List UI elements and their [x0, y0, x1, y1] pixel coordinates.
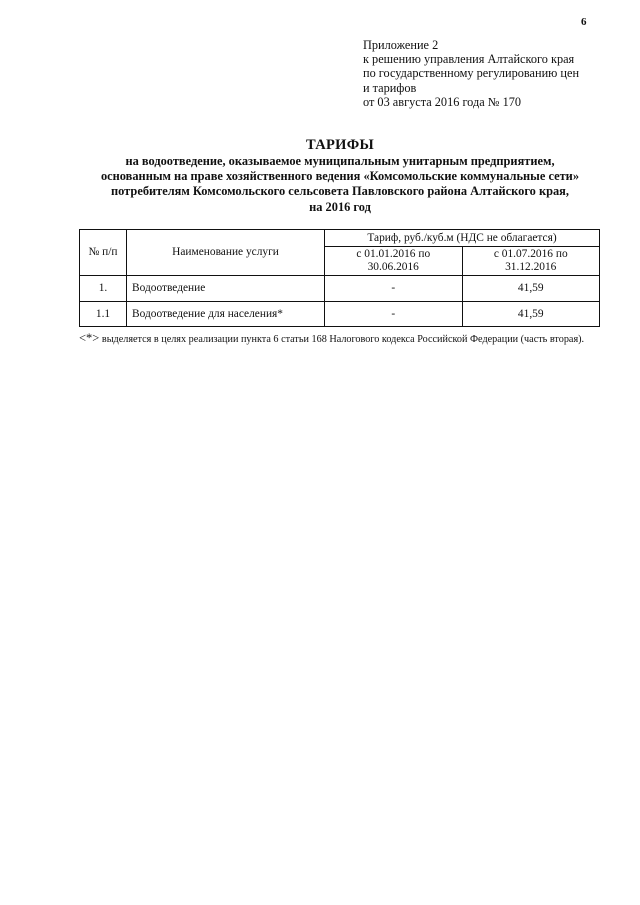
title-heading: ТАРИФЫ [305, 137, 375, 153]
table-row [80, 276, 600, 302]
header-service: Наименование услуги [127, 230, 325, 276]
title-line: потребителям Комсомольского сельсовета Павловского района Алтайского края, [111, 184, 569, 199]
appendix-line: по государственному регулированию цен [363, 66, 580, 81]
row-tariff-period-1: - [325, 302, 463, 327]
footnote [79, 331, 599, 347]
row-tariff-period-1: - [325, 276, 463, 302]
footnote-mark: <*> [79, 331, 100, 345]
title-line: на водоотведение, оказываемое муниципальным унитарным предприятием, [125, 154, 555, 168]
header-period-2: с 01.07.2016 по 31.12.2016 [462, 247, 600, 276]
tariff-table [79, 229, 600, 327]
appendix-line: Приложение 2 [363, 38, 439, 52]
header-period-1: с 01.01.2016 по 30.06.2016 [325, 247, 463, 276]
row-tariff-period-2: 41,59 [462, 302, 600, 327]
table-header-row [80, 230, 600, 247]
row-number: 1.1 [80, 302, 127, 327]
row-tariff-period-2: 41,59 [462, 276, 600, 302]
header-number: № п/п [80, 230, 127, 276]
appendix-line: к решению управления Алтайского края [363, 52, 575, 67]
appendix-reference [363, 38, 613, 109]
footnote-text: выделяется в целях реализации пункта 6 статьи 168 Налогового кодекса Российской Федерации (часть вторая). [101, 334, 585, 345]
row-service: Водоотведение для населения* [127, 302, 325, 327]
page-number: 6 [581, 16, 587, 28]
table-row [80, 302, 600, 327]
title-line: на 2016 год [309, 199, 371, 214]
title-line: основанным на праве хозяйственного ведения «Комсомольские коммунальные сети» [100, 169, 580, 184]
document-title [80, 136, 600, 215]
appendix-line: и тарифов [363, 80, 417, 95]
appendix-line: от 03 августа 2016 года № 170 [363, 94, 522, 109]
header-tariff: Тариф, руб./куб.м (НДС не облагается) [325, 230, 600, 247]
row-service: Водоотведение [127, 276, 325, 302]
row-number: 1. [80, 276, 127, 302]
